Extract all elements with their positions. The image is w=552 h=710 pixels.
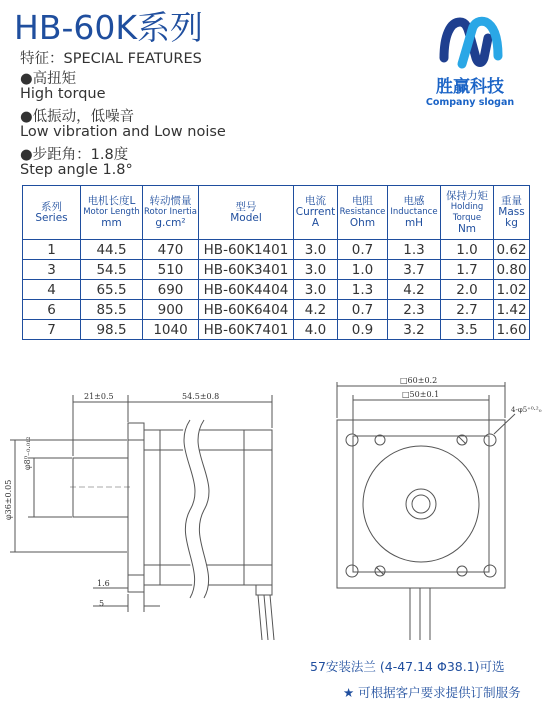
table-cell: 1.7 — [441, 260, 494, 280]
col-header-resistance: 电阻 Resistance Ohm — [338, 186, 388, 240]
table-cell: 3.0 — [294, 240, 338, 260]
table-header-row — [23, 186, 530, 240]
dim-label: 54.5±0.8 — [182, 392, 220, 401]
table-cell: 3.0 — [294, 260, 338, 280]
motor-flange — [128, 423, 144, 592]
col-header-inertia: 转动惯量 Rotor Inertia g.cm² — [143, 186, 199, 240]
col-header-model: 型号 Model — [199, 186, 294, 240]
table-cell: 6 — [23, 300, 81, 320]
table-cell: HB-60K7401 — [199, 320, 294, 340]
col-header-torque: 保持力矩 Holding Torque Nm — [441, 186, 494, 240]
table-cell: 0.9 — [338, 320, 388, 340]
table-cell: 4 — [23, 280, 81, 300]
table-cell: 1.0 — [441, 240, 494, 260]
table-cell: 1.3 — [338, 280, 388, 300]
page-title: HB-60K系列 — [14, 8, 203, 47]
dimension-drawing — [0, 370, 552, 650]
flange-option-note: 57安装法兰 (4-47.14 Φ38.1)可选 — [310, 659, 505, 674]
table-cell: 0.7 — [338, 300, 388, 320]
table-cell: 900 — [143, 300, 199, 320]
table-cell: 1.42 — [494, 300, 530, 320]
custom-service-note: ★ 可根据客户要求提供订制服务 — [343, 685, 521, 700]
col-header-series: 系列 Series — [23, 186, 81, 240]
table-cell: 2.3 — [388, 300, 441, 320]
dim-label: 1.6 — [97, 579, 110, 588]
table-cell: 98.5 — [81, 320, 143, 340]
motor-body — [144, 430, 272, 585]
dim-label: □50±0.1 — [402, 390, 440, 399]
table-cell: 0.7 — [338, 240, 388, 260]
feature-item: ●步距角：1.8度 — [20, 147, 129, 163]
table-cell: 3 — [23, 260, 81, 280]
table-cell: HB-60K1401 — [199, 240, 294, 260]
feature-item: ●低振动，低噪音 — [20, 109, 135, 125]
table-cell: 85.5 — [81, 300, 143, 320]
table-cell: 1.3 — [388, 240, 441, 260]
table-row — [23, 260, 530, 280]
table-cell: 65.5 — [81, 280, 143, 300]
table-cell: 1 — [23, 240, 81, 260]
table-row — [23, 240, 530, 260]
table-cell: 1.02 — [494, 280, 530, 300]
col-header-length: 电机长度L Motor Length mm — [81, 186, 143, 240]
table-cell: 2.7 — [441, 300, 494, 320]
dim-label: 4-φ5⁺⁰·²₀ — [511, 406, 542, 414]
col-header-inductance: 电感 Inductance mH — [388, 186, 441, 240]
table-cell: 2.0 — [441, 280, 494, 300]
table-cell: HB-60K3401 — [199, 260, 294, 280]
spec-table — [22, 185, 530, 340]
table-cell: 44.5 — [81, 240, 143, 260]
table-row — [23, 300, 530, 320]
table-cell: 690 — [143, 280, 199, 300]
motor-shaft — [73, 458, 128, 517]
dim-label: □60±0.2 — [400, 376, 438, 385]
dim-label: φ8⁰₋₀.₀₁₂ — [23, 436, 32, 470]
feature-item: High torque — [20, 86, 106, 102]
table-cell: HB-60K6404 — [199, 300, 294, 320]
company-logo-icon — [436, 8, 506, 78]
front-flange-square — [337, 420, 505, 588]
table-cell: 3.7 — [388, 260, 441, 280]
col-header-current: 电流 Current A — [294, 186, 338, 240]
table-cell: 470 — [143, 240, 199, 260]
dim-label: 5 — [99, 599, 105, 608]
table-cell: HB-60K4404 — [199, 280, 294, 300]
feature-item: Step angle 1.8° — [20, 162, 133, 178]
feature-item: Low vibration and Low noise — [20, 124, 226, 140]
table-cell: 3.0 — [294, 280, 338, 300]
table-cell: 510 — [143, 260, 199, 280]
feature-item: ●高扭矩 — [20, 71, 77, 87]
dim-label: φ36±0.05 — [4, 479, 13, 520]
table-cell: 0.62 — [494, 240, 530, 260]
company-slogan: Company slogan — [425, 97, 515, 108]
col-header-mass: 重量 Mass kg — [494, 186, 530, 240]
features-heading: 特征：SPECIAL FEATURES — [20, 51, 202, 67]
table-cell: 4.2 — [388, 280, 441, 300]
table-cell: 1.0 — [338, 260, 388, 280]
table-cell: 7 — [23, 320, 81, 340]
brand-name: 胜赢科技 — [436, 77, 504, 97]
table-cell: 0.80 — [494, 260, 530, 280]
table-row — [23, 280, 530, 300]
dim-label: 21±0.5 — [84, 392, 114, 401]
table-cell: 3.5 — [441, 320, 494, 340]
table-cell: 3.2 — [388, 320, 441, 340]
table-cell: 54.5 — [81, 260, 143, 280]
table-cell: 1.60 — [494, 320, 530, 340]
table-cell: 4.2 — [294, 300, 338, 320]
table-cell: 1040 — [143, 320, 199, 340]
table-row — [23, 320, 530, 340]
table-cell: 4.0 — [294, 320, 338, 340]
